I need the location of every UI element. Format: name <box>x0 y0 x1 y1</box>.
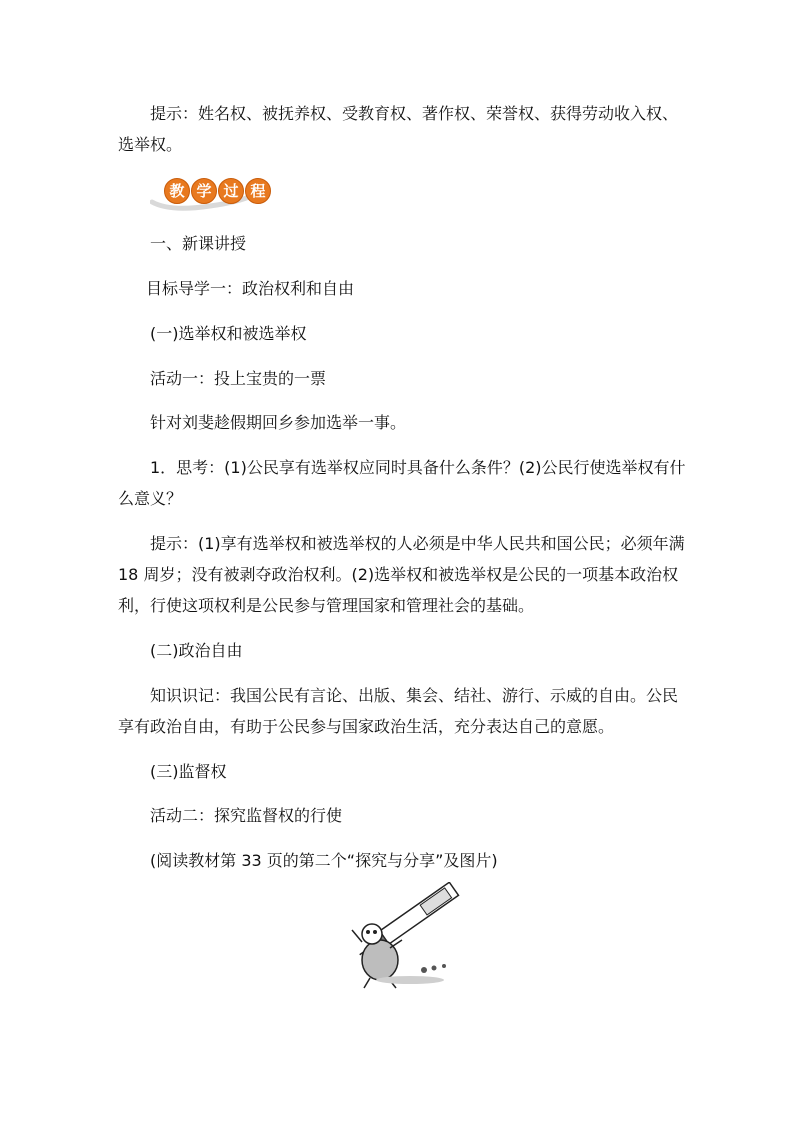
badge-char: 程 <box>245 178 271 204</box>
hint-1: 提示：(1)享有选举权和被选举权的人必须是中华人民共和国公民；必须年满 18 周岁；没有被剥夺政治权利。(2)选举权和被选举权是公民的一项基本政治权利，行使这项权利是公民参与管理国家和管理社会的基础。 <box>118 534 685 615</box>
goal-heading: 目标导学一：政治权利和自由 <box>146 279 355 298</box>
cartoon-pen-illustration-icon <box>340 882 470 992</box>
badge-char: 教 <box>164 178 190 204</box>
badge-char: 学 <box>191 178 217 204</box>
hint-top: 提示：姓名权、被抚养权、受教育权、著作权、荣誉权、获得劳动收入权、选举权。 <box>118 104 679 154</box>
section-heading: 一、新课讲授 <box>150 234 247 253</box>
subheading-3: (三)监督权 <box>150 762 227 781</box>
knowledge-1: 知识识记：我国公民有言论、出版、集会、结社、游行、示威的自由。公民享有政治自由，有助于公民参与国家政治生活，充分表达自己的意愿。 <box>118 686 679 736</box>
context-1: 针对刘斐趁假期回乡参加选举一事。 <box>150 413 407 432</box>
activity-2: 活动二：探究监督权的行使 <box>150 806 343 825</box>
reading-note: (阅读教材第 33 页的第二个“探究与分享”及图片) <box>150 851 498 870</box>
badge-chars <box>164 178 271 204</box>
activity-1: 活动一：投上宝贵的一票 <box>150 369 327 388</box>
question-1: 1．思考：(1)公民享有选举权应同时具备什么条件？(2)公民行使选举权有什么意义？ <box>118 458 686 508</box>
subheading-1: (一)选举权和被选举权 <box>150 324 307 343</box>
subheading-2: (二)政治自由 <box>150 641 243 660</box>
teaching-process-badge <box>150 176 266 210</box>
badge-char: 过 <box>218 178 244 204</box>
